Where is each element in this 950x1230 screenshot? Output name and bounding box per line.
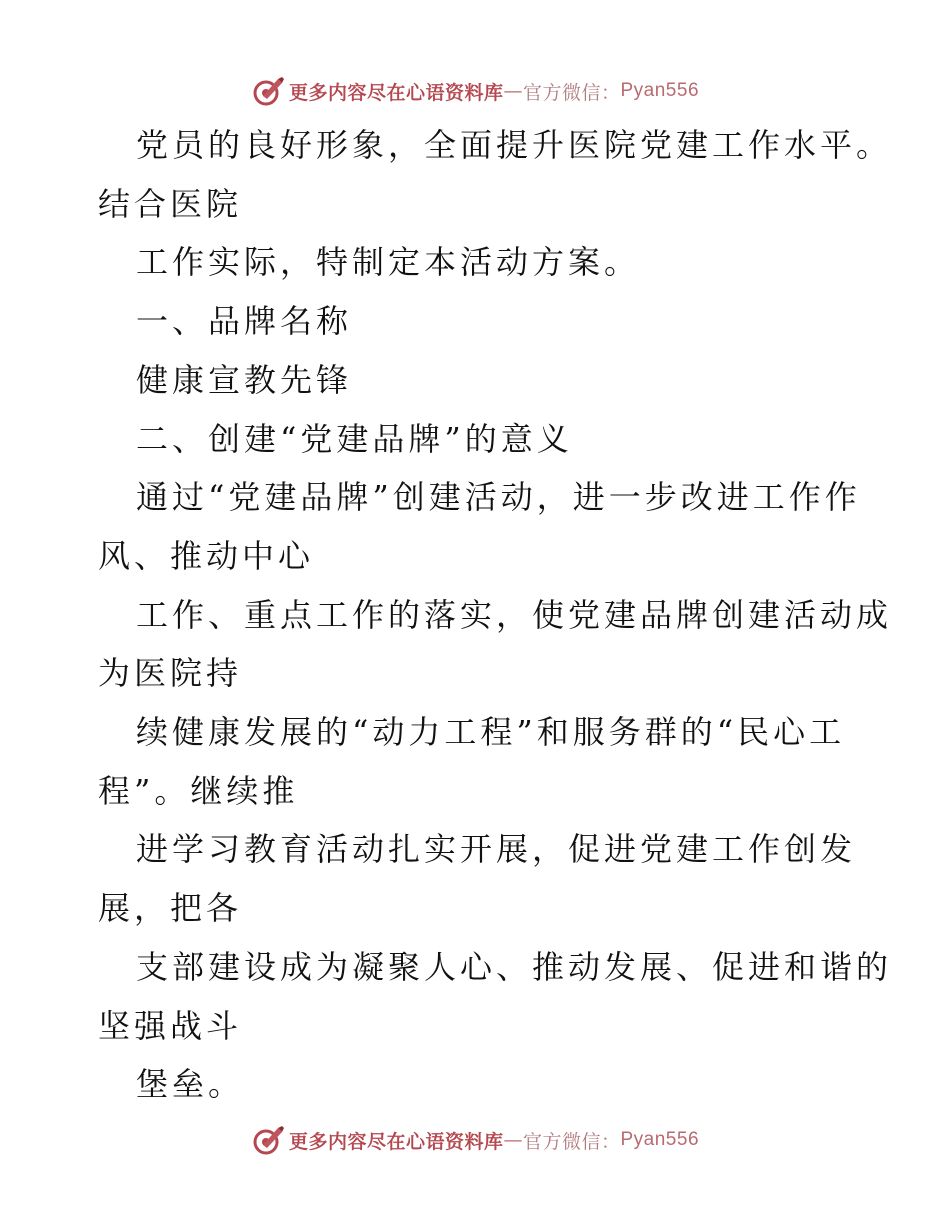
banner-title: 更多内容尽在心语资料库 — [288, 1130, 504, 1153]
document-line: 进学习教育活动扎实开展，促进党建工作创发 — [136, 830, 857, 869]
banner-title: 更多内容尽在心语资料库 — [288, 81, 504, 104]
banner-wechat-id: Pyan556 — [620, 80, 700, 101]
document-line: 程”。继续推 — [98, 771, 299, 810]
header-banner — [0, 71, 950, 111]
pen-logo-icon — [251, 1123, 285, 1157]
document-line: 支部建设成为凝聚人心、推动发展、促进和谐的 — [136, 947, 893, 986]
document-line: 展，把各 — [98, 889, 243, 928]
banner-dash: — — [503, 1129, 523, 1151]
banner-dash: — — [503, 80, 523, 102]
document-line: 续健康发展的“动力工程”和服务群的“民心工 — [136, 713, 846, 752]
pen-logo-icon — [251, 74, 285, 108]
banner-wechat-label: 官方微信： — [522, 1130, 621, 1153]
document-line: 工作实际，特制定本活动方案。 — [136, 243, 641, 282]
document-line: 坚强战斗 — [98, 1006, 243, 1045]
banner-wechat-id: Pyan556 — [620, 1129, 700, 1150]
document-line: 堡垒。 — [136, 1065, 245, 1104]
document-line: 健康宣教先锋 — [136, 360, 353, 399]
document-line: 通过“党建品牌”创建活动，进一步改进工作作 — [136, 478, 861, 517]
document-line: 风、推动中心 — [98, 536, 315, 575]
document-line: 二、创建“党建品牌”的意义 — [136, 419, 573, 458]
document-line: 为医院持 — [98, 654, 243, 693]
document-line: 一、品牌名称 — [136, 302, 353, 341]
document-line: 结合医院 — [98, 184, 243, 223]
document-line: 党员的良好形象，全面提升医院党建工作水平。 — [136, 126, 893, 164]
document-line: 工作、重点工作的落实，使党建品牌创建活动成 — [136, 595, 893, 634]
document-body — [98, 116, 893, 1114]
banner-wechat-label: 官方微信： — [522, 81, 621, 104]
footer-banner — [0, 1120, 950, 1160]
